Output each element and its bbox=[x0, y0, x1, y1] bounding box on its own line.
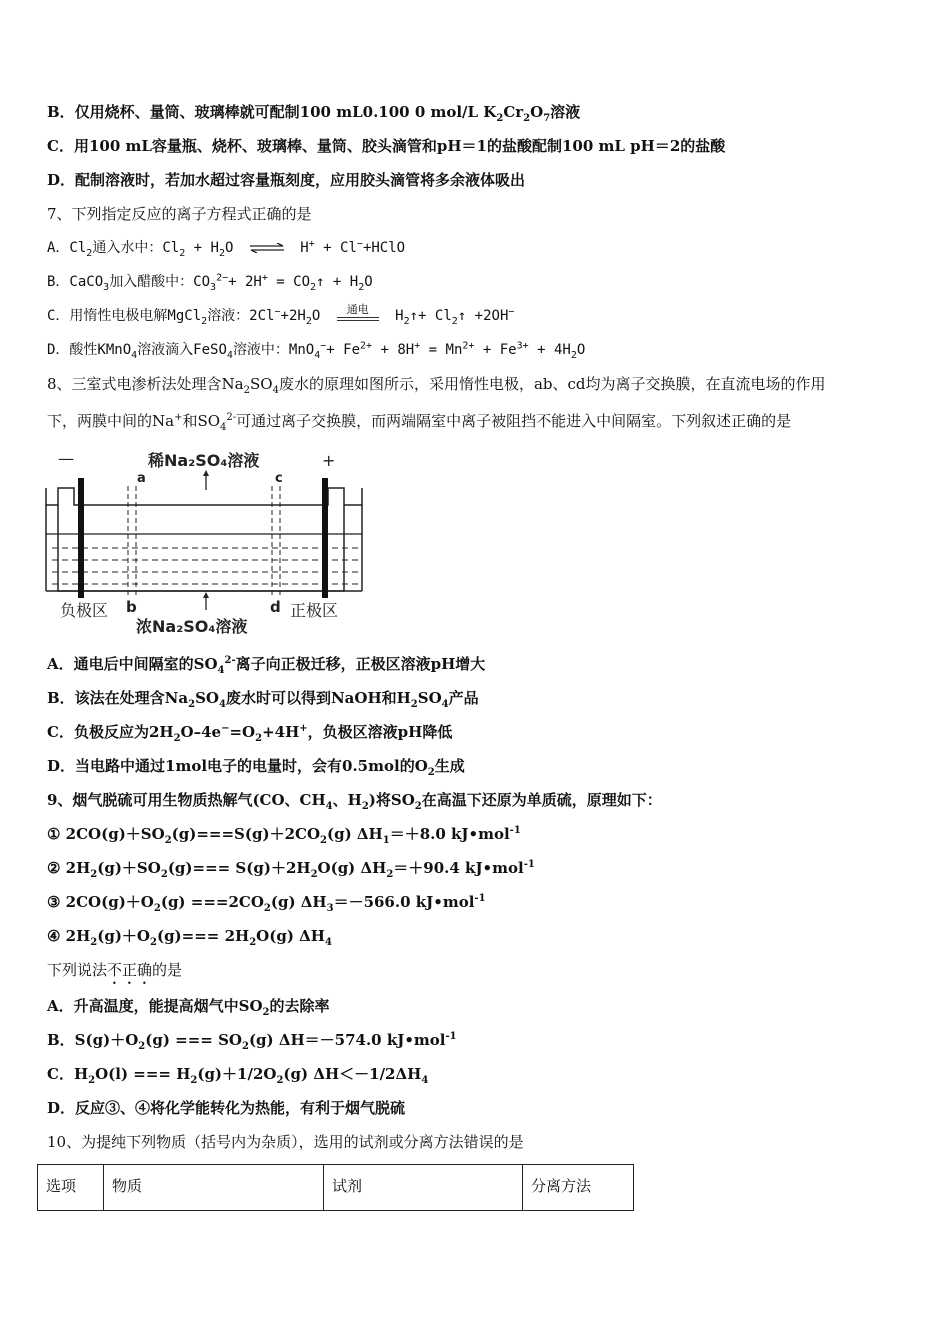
q6-option-c: C．用100 mL容量瓶、烧杯、玻璃棒、量筒、胶头滴管和pH＝1的盐酸配制100 mL pH＝2的盐酸 bbox=[47, 137, 726, 155]
reversible-arrow-icon bbox=[250, 243, 284, 253]
q7-option-b: B．CaCO$_3$加入醋酸中：$CO_3^{2-}+ 2H^+$ = $CO_2↑ + H_2O$ bbox=[47, 272, 373, 293]
electrodialysis-diagram bbox=[44, 448, 374, 643]
anode-plus-sign: + bbox=[322, 451, 336, 470]
q9-question: 下列说法不正确的是 bbox=[47, 961, 183, 979]
q6-option-d: D．配制溶液时，若加水超过容量瓶刻度，应用胶头滴管将多余液体吸出 bbox=[47, 171, 526, 189]
q6-option-b: B．仅用烧杯、量筒、玻璃棒就可配制100 mL0.100 0 mol/L $K_2Cr_2O_7$溶液 bbox=[47, 103, 581, 124]
q9-option-a: A．升高温度，能提高烟气中$SO_2$的去除率 bbox=[47, 997, 330, 1018]
q8-option-c: C．负极反应为$2H_2O-4e^-=O_2+4H^+$，负极区溶液pH降低 bbox=[47, 723, 453, 744]
q9-stem: 9、烟气脱硫可用生物质热解气(CO、$CH_4$、$H_2$)将$SO_2$在高温下还原为单质硫，原理如下： bbox=[47, 791, 662, 812]
cathode-electrode bbox=[78, 478, 84, 598]
negative-zone-label: 负极区 bbox=[60, 601, 109, 620]
table-header-row bbox=[38, 1165, 634, 1211]
q9-reaction-2: ② $2H_2(g)+SO_2(g)=== S(g)+2H_2O(g)$ $\Delta H_2=+90.4$ kJ•mol$^{-1}$ bbox=[47, 859, 535, 880]
q10-stem: 10、为提纯下列物质（括号内为杂质），选用的试剂或分离方法错误的是 bbox=[47, 1133, 524, 1151]
q9-reaction-4: ④ $2H_2(g)+O_2(g)=== 2H_2O(g)$ $\Delta H_4$ bbox=[47, 927, 332, 948]
q8-stem-line2: 下，两膜中间的Na+和$SO_4^{2-}$可通过离子交换膜，而两端隔室中离子被阻挡不能进入中间隔室。下列叙述正确的是 bbox=[47, 412, 792, 433]
q8-option-a: A．通电后中间隔室的$SO_4^{2-}$离子向正极迁移，正极区溶液pH增大 bbox=[47, 655, 486, 676]
membrane-label-c: c bbox=[275, 471, 283, 486]
q9-option-c: C．$H_2O(l)$ === $H_2(g)+1/2O_2(g)$ $\Delta H<-1/2\Delta H_4$ bbox=[47, 1065, 429, 1086]
q9-option-d: D．反应③、④将化学能转化为热能，有利于烟气脱硫 bbox=[47, 1099, 406, 1117]
q7-option-c: C．用惰性电极电解MgCl$_2$溶液：$2Cl^-+2H_2O$ 通电 $H_2↑+$ $Cl_2↑ +2OH^-$ bbox=[47, 303, 515, 327]
q7-option-a: A．$Cl_2$通入水中：$Cl_2 + H_2O$ H+ + Cl−+HClO bbox=[47, 238, 406, 259]
q8-option-b: B．该法在处理含$Na_2SO_4$废水时可以得到NaOH和$H_2SO_4$产品 bbox=[47, 689, 479, 710]
electrolysis-arrow: 通电 bbox=[335, 306, 381, 326]
q9-reaction-1: ① $2CO(g)+SO_2(g)===S(g)+2CO_2(g)$ $\Delta H_1=+8.0$ kJ•mol$^{-1}$ bbox=[47, 825, 521, 846]
table-header-cell: 物质 bbox=[104, 1165, 324, 1211]
membrane-label-d: d bbox=[270, 598, 281, 616]
q7-stem: 7、下列指定反应的离子方程式正确的是 bbox=[47, 205, 312, 223]
positive-zone-label: 正极区 bbox=[290, 601, 339, 620]
anode-electrode bbox=[322, 478, 328, 598]
table-header-cell: 选项 bbox=[38, 1165, 104, 1211]
membrane-label-a: a bbox=[137, 471, 146, 486]
q9-option-b: B．$S(g)+O_2(g)$ === $SO_2(g)$ ΔH＝－574.0 kJ•mol$^{-1}$ bbox=[47, 1031, 457, 1052]
q7-option-d: D．酸性KMnO$_4$溶液滴入FeSO$_4$溶液中：$MnO_4^-+ Fe^{2+} + 8H^+ = Mn^{2+} + Fe^{3+} + 4H_2O$ bbox=[47, 340, 586, 361]
q9-reaction-3: ③ $2CO(g)+O_2(g) ===2CO_2(g)$ $\Delta H_3=-566.0$ kJ•mol$^{-1}$ bbox=[47, 893, 486, 914]
top-solution-label: 稀Na₂SO₄溶液 bbox=[148, 451, 260, 470]
bottom-solution-label: 浓Na₂SO₄溶液 bbox=[136, 617, 248, 636]
table-header-cell: 试剂 bbox=[324, 1165, 523, 1211]
q10-table bbox=[37, 1164, 634, 1211]
table-header-cell: 分离方法 bbox=[523, 1165, 634, 1211]
q8-stem-line1: 8、三室式电渗析法处理含$Na_2SO_4$废水的原理如图所示，采用惰性电极，ab、cd均为离子交换膜，在直流电场的作用 bbox=[47, 375, 826, 396]
membrane-label-b: b bbox=[126, 598, 137, 616]
q8-option-d: D．当电路中通过1mol电子的电量时，会有0.5mol的$O_2$生成 bbox=[47, 757, 465, 778]
cathode-minus-sign: — bbox=[58, 449, 74, 468]
